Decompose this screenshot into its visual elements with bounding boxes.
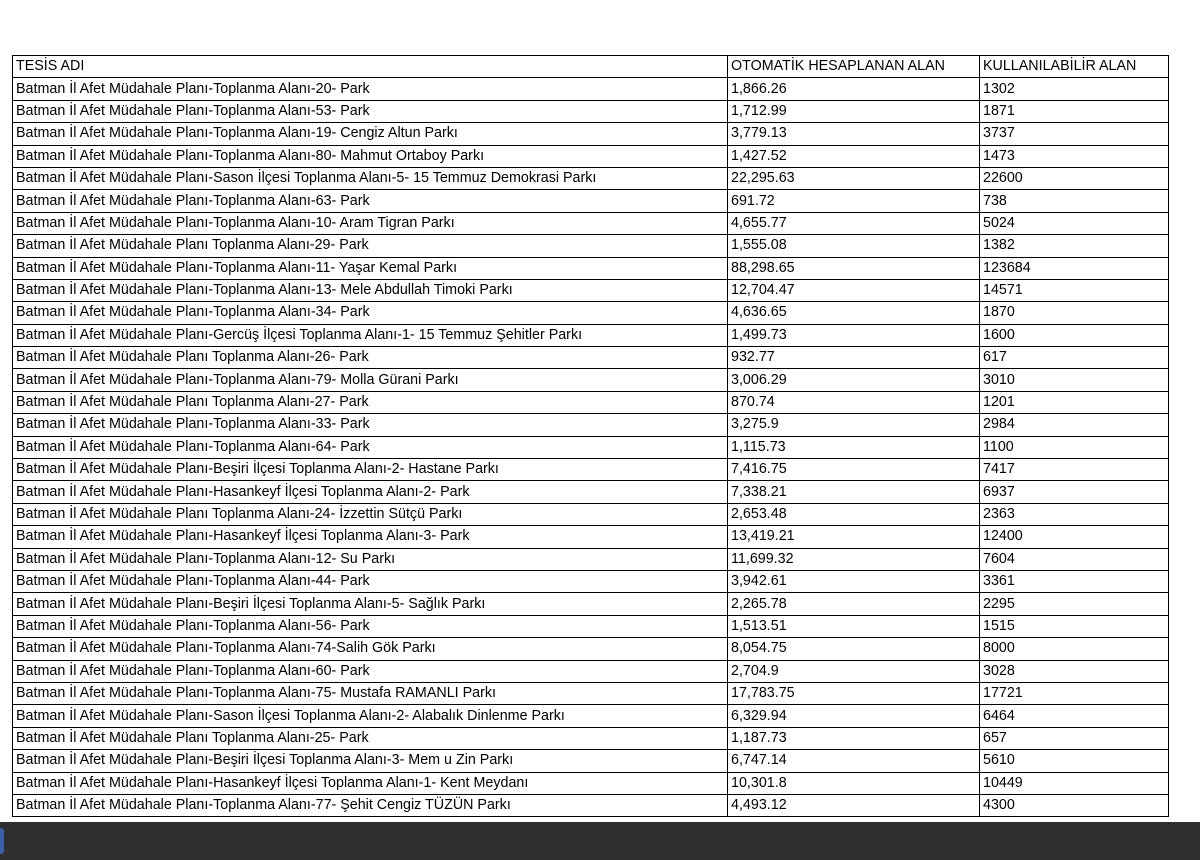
table-row xyxy=(13,190,1169,212)
cell-auto-area: 6,329.94 xyxy=(728,705,980,727)
cell-facility-name: Batman İl Afet Müdahale Planı-Toplanma Alanı-12- Su Parkı xyxy=(13,548,728,570)
cell-auto-area: 1,427.52 xyxy=(728,145,980,167)
cell-usable-area: 5024 xyxy=(980,212,1169,234)
table-row xyxy=(13,436,1169,458)
cell-auto-area: 13,419.21 xyxy=(728,526,980,548)
cell-facility-name: Batman İl Afet Müdahale Planı-Sason İlçesi Toplanma Alanı-2- Alabalık Dinlenme Parkı xyxy=(13,705,728,727)
cell-usable-area: 5610 xyxy=(980,750,1169,772)
cell-auto-area: 22,295.63 xyxy=(728,167,980,189)
cell-usable-area: 738 xyxy=(980,190,1169,212)
cell-facility-name: Batman İl Afet Müdahale Planı-Toplanma Alanı-77- Şehit Cengiz TÜZÜN Parkı xyxy=(13,794,728,816)
table-row xyxy=(13,167,1169,189)
table-row xyxy=(13,682,1169,704)
cell-usable-area: 1600 xyxy=(980,324,1169,346)
cell-auto-area: 88,298.65 xyxy=(728,257,980,279)
cell-facility-name: Batman İl Afet Müdahale Planı-Toplanma Alanı-60- Park xyxy=(13,660,728,682)
cell-facility-name: Batman İl Afet Müdahale Planı-Toplanma Alanı-33- Park xyxy=(13,414,728,436)
header-row xyxy=(13,56,1169,78)
cell-usable-area: 2984 xyxy=(980,414,1169,436)
table-row xyxy=(13,145,1169,167)
cell-auto-area: 3,006.29 xyxy=(728,369,980,391)
cell-auto-area: 691.72 xyxy=(728,190,980,212)
table-row xyxy=(13,347,1169,369)
table-row xyxy=(13,638,1169,660)
cell-auto-area: 1,712.99 xyxy=(728,100,980,122)
cell-auto-area: 2,653.48 xyxy=(728,503,980,525)
cell-auto-area: 10,301.8 xyxy=(728,772,980,794)
table-row xyxy=(13,481,1169,503)
cell-facility-name: Batman İl Afet Müdahale Planı-Beşiri İlçesi Toplanma Alanı-3- Mem u Zin Parkı xyxy=(13,750,728,772)
cell-auto-area: 932.77 xyxy=(728,347,980,369)
cell-usable-area: 617 xyxy=(980,347,1169,369)
cell-usable-area: 7417 xyxy=(980,459,1169,481)
table-row xyxy=(13,705,1169,727)
cell-facility-name: Batman İl Afet Müdahale Planı-Toplanma Alanı-13- Mele Abdullah Timoki Parkı xyxy=(13,279,728,301)
header-facility-name: TESİS ADI xyxy=(13,56,728,78)
table-row xyxy=(13,302,1169,324)
cell-usable-area: 10449 xyxy=(980,772,1169,794)
table-row xyxy=(13,750,1169,772)
cell-facility-name: Batman İl Afet Müdahale Planı-Beşiri İlçesi Toplanma Alanı-5- Sağlık Parkı xyxy=(13,593,728,615)
cell-facility-name: Batman İl Afet Müdahale Planı-Toplanma Alanı-74-Salih Gök Parkı xyxy=(13,638,728,660)
cell-facility-name: Batman İl Afet Müdahale Planı-Toplanma Alanı-11- Yaşar Kemal Parkı xyxy=(13,257,728,279)
cell-auto-area: 1,115.73 xyxy=(728,436,980,458)
cell-facility-name: Batman İl Afet Müdahale Planı Toplanma Alanı-26- Park xyxy=(13,347,728,369)
cell-facility-name: Batman İl Afet Müdahale Planı-Toplanma Alanı-19- Cengiz Altun Parkı xyxy=(13,123,728,145)
cell-facility-name: Batman İl Afet Müdahale Planı-Gercüş İlçesi Toplanma Alanı-1- 15 Temmuz Şehitler Parkı xyxy=(13,324,728,346)
table-row xyxy=(13,593,1169,615)
cell-auto-area: 3,942.61 xyxy=(728,570,980,592)
cell-facility-name: Batman İl Afet Müdahale Planı Toplanma Alanı-25- Park xyxy=(13,727,728,749)
table-row xyxy=(13,548,1169,570)
cell-facility-name: Batman İl Afet Müdahale Planı-Beşiri İlçesi Toplanma Alanı-2- Hastane Parkı xyxy=(13,459,728,481)
cell-usable-area: 6937 xyxy=(980,481,1169,503)
table-row xyxy=(13,257,1169,279)
cell-usable-area: 14571 xyxy=(980,279,1169,301)
cell-usable-area: 3010 xyxy=(980,369,1169,391)
table-row xyxy=(13,772,1169,794)
table-row xyxy=(13,615,1169,637)
cell-usable-area: 17721 xyxy=(980,682,1169,704)
table-row xyxy=(13,503,1169,525)
cell-usable-area: 3361 xyxy=(980,570,1169,592)
cell-facility-name: Batman İl Afet Müdahale Planı Toplanma Alanı-27- Park xyxy=(13,391,728,413)
cell-auto-area: 6,747.14 xyxy=(728,750,980,772)
table-row xyxy=(13,78,1169,100)
table-row xyxy=(13,235,1169,257)
cell-usable-area: 3737 xyxy=(980,123,1169,145)
header-auto-area: OTOMATİK HESAPLANAN ALAN xyxy=(728,56,980,78)
cell-auto-area: 7,338.21 xyxy=(728,481,980,503)
cell-auto-area: 2,704.9 xyxy=(728,660,980,682)
cell-usable-area: 657 xyxy=(980,727,1169,749)
cell-facility-name: Batman İl Afet Müdahale Planı-Toplanma Alanı-53- Park xyxy=(13,100,728,122)
table-row xyxy=(13,526,1169,548)
cell-auto-area: 1,513.51 xyxy=(728,615,980,637)
cell-facility-name: Batman İl Afet Müdahale Planı-Toplanma Alanı-64- Park xyxy=(13,436,728,458)
area-table xyxy=(12,55,1169,817)
cell-auto-area: 870.74 xyxy=(728,391,980,413)
cell-facility-name: Batman İl Afet Müdahale Planı-Toplanma Alanı-20- Park xyxy=(13,78,728,100)
cell-facility-name: Batman İl Afet Müdahale Planı-Toplanma Alanı-75- Mustafa RAMANLI Parkı xyxy=(13,682,728,704)
cell-auto-area: 1,187.73 xyxy=(728,727,980,749)
table-row xyxy=(13,459,1169,481)
cell-usable-area: 8000 xyxy=(980,638,1169,660)
cell-usable-area: 123684 xyxy=(980,257,1169,279)
cell-usable-area: 2295 xyxy=(980,593,1169,615)
table-body xyxy=(13,56,1169,817)
cell-auto-area: 1,555.08 xyxy=(728,235,980,257)
table-row xyxy=(13,794,1169,816)
cell-auto-area: 4,636.65 xyxy=(728,302,980,324)
table-row xyxy=(13,212,1169,234)
cell-usable-area: 1382 xyxy=(980,235,1169,257)
table-row xyxy=(13,414,1169,436)
cell-auto-area: 4,655.77 xyxy=(728,212,980,234)
cell-facility-name: Batman İl Afet Müdahale Planı-Hasankeyf İlçesi Toplanma Alanı-2- Park xyxy=(13,481,728,503)
cell-facility-name: Batman İl Afet Müdahale Planı-Toplanma Alanı-63- Park xyxy=(13,190,728,212)
cell-usable-area: 1302 xyxy=(980,78,1169,100)
cell-facility-name: Batman İl Afet Müdahale Planı-Toplanma Alanı-10- Aram Tigran Parkı xyxy=(13,212,728,234)
cell-usable-area: 12400 xyxy=(980,526,1169,548)
header-usable-area: KULLANILABİLİR ALAN xyxy=(980,56,1169,78)
cell-usable-area: 4300 xyxy=(980,794,1169,816)
table-row xyxy=(13,369,1169,391)
cell-facility-name: Batman İl Afet Müdahale Planı-Toplanma Alanı-56- Park xyxy=(13,615,728,637)
cell-usable-area: 2363 xyxy=(980,503,1169,525)
table-row xyxy=(13,279,1169,301)
cell-facility-name: Batman İl Afet Müdahale Planı-Hasankeyf İlçesi Toplanma Alanı-1- Kent Meydanı xyxy=(13,772,728,794)
cell-usable-area: 1515 xyxy=(980,615,1169,637)
cell-facility-name: Batman İl Afet Müdahale Planı Toplanma Alanı-29- Park xyxy=(13,235,728,257)
table-row xyxy=(13,727,1169,749)
cell-usable-area: 3028 xyxy=(980,660,1169,682)
cell-facility-name: Batman İl Afet Müdahale Planı Toplanma Alanı-24- İzzettin Sütçü Parkı xyxy=(13,503,728,525)
cell-auto-area: 1,866.26 xyxy=(728,78,980,100)
bottom-toolbar xyxy=(0,822,1200,860)
cell-auto-area: 8,054.75 xyxy=(728,638,980,660)
cell-usable-area: 1473 xyxy=(980,145,1169,167)
table-row xyxy=(13,324,1169,346)
cell-facility-name: Batman İl Afet Müdahale Planı-Toplanma Alanı-34- Park xyxy=(13,302,728,324)
cell-facility-name: Batman İl Afet Müdahale Planı-Toplanma Alanı-79- Molla Gürani Parkı xyxy=(13,369,728,391)
cell-facility-name: Batman İl Afet Müdahale Planı-Hasankeyf İlçesi Toplanma Alanı-3- Park xyxy=(13,526,728,548)
cell-usable-area: 1201 xyxy=(980,391,1169,413)
cell-auto-area: 1,499.73 xyxy=(728,324,980,346)
cell-auto-area: 2,265.78 xyxy=(728,593,980,615)
table-row xyxy=(13,100,1169,122)
cell-auto-area: 4,493.12 xyxy=(728,794,980,816)
cell-usable-area: 1870 xyxy=(980,302,1169,324)
cell-facility-name: Batman İl Afet Müdahale Planı-Sason İlçesi Toplanma Alanı-5- 15 Temmuz Demokrasi Parkı xyxy=(13,167,728,189)
cell-usable-area: 22600 xyxy=(980,167,1169,189)
cell-auto-area: 17,783.75 xyxy=(728,682,980,704)
cell-auto-area: 3,275.9 xyxy=(728,414,980,436)
cell-auto-area: 11,699.32 xyxy=(728,548,980,570)
table-row xyxy=(13,391,1169,413)
cell-auto-area: 12,704.47 xyxy=(728,279,980,301)
toolbar-edge-handle[interactable] xyxy=(0,828,4,854)
table-row xyxy=(13,570,1169,592)
table-row xyxy=(13,660,1169,682)
cell-usable-area: 1100 xyxy=(980,436,1169,458)
cell-usable-area: 7604 xyxy=(980,548,1169,570)
cell-facility-name: Batman İl Afet Müdahale Planı-Toplanma Alanı-80- Mahmut Ortaboy Parkı xyxy=(13,145,728,167)
cell-facility-name: Batman İl Afet Müdahale Planı-Toplanma Alanı-44- Park xyxy=(13,570,728,592)
cell-usable-area: 6464 xyxy=(980,705,1169,727)
cell-auto-area: 3,779.13 xyxy=(728,123,980,145)
table-row xyxy=(13,123,1169,145)
cell-usable-area: 1871 xyxy=(980,100,1169,122)
cell-auto-area: 7,416.75 xyxy=(728,459,980,481)
